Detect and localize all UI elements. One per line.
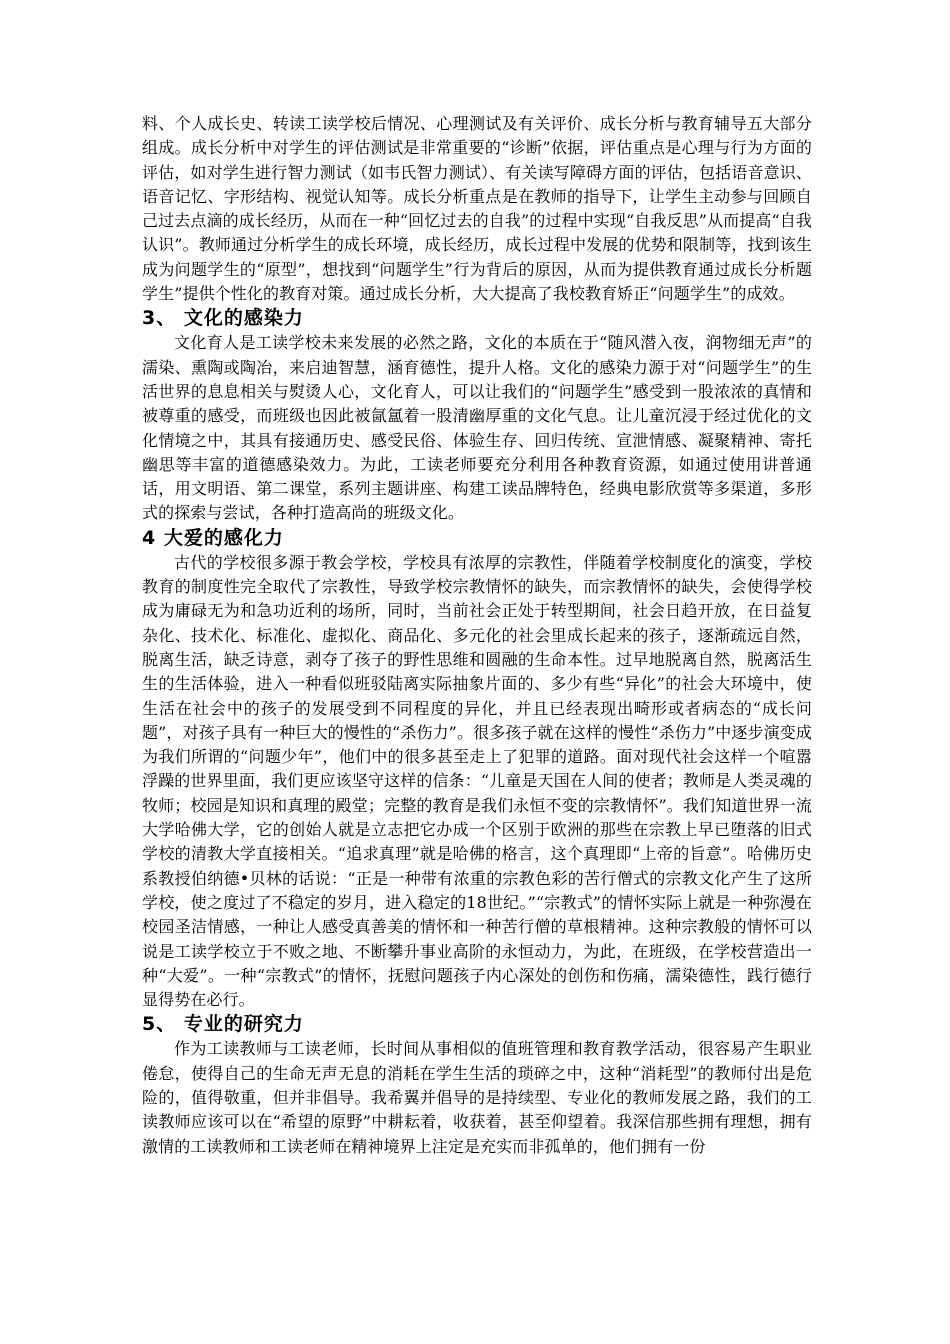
paragraph-section-5: 作为工读教师与工读老师，长时间从事相似的值班管理和教育教学活动，很容易产生职业倦怠，使得自己的生命无声无息的消耗在学生生活的琐碎之中，这种“消耗型”的教师付出是危险的，值得敬重，但并非倡导。我希翼并倡导的是持续型、专业化的教师发展之路，我们的工读教师应该可以在“希望的原野”中耕耘着，收获着，甚至仰望着。我深信那些拥有理想，拥有激情的工读教师和工读老师在精神境界上注定是充实而非孤单的，他们拥有一份 — [142, 1039, 812, 1156]
section-heading-5: 5、 专业的研究力 — [142, 1013, 304, 1036]
section-heading-4: 4 大爱的感化力 — [142, 526, 284, 549]
section-heading-3: 3、 文化的感染力 — [142, 307, 304, 330]
paragraph-section-3: 文化育人是工读学校未来发展的必然之路，文化的本质在于“随风潜入夜，润物细无声”的濡染、熏陶或陶冶，来启迪智慧，涵育德性，提升人格。文化的感染力源于对“问题学生”的生活世界的息息相关与熨烫人心，文化育人，可以让我们的“问题学生”感受到一股浓浓的真情和被尊重的感受，而班级也因此被氤氲着一股清幽厚重的文化气息。让儿童沉浸于经过优化的文化情境之中，其具有接通历史、感受民俗、体验生存、回归传统、宣泄情感、凝聚精神、寄托幽思等丰富的道德感染效力。为此，工读老师要充分利用各种教育资源，如通过使用讲普通话，用文明语、第二课堂，系列主题讲座、构建工读品牌特色，经典电影欣赏等多渠道，多形式的探索与尝试，各种打造高尚的班级文化。 — [142, 333, 812, 523]
paragraph-section-4: 古代的学校很多源于教会学校，学校具有浓厚的宗教性，伴随着学校制度化的演变，学校教育的制度性完全取代了宗教性，导致学校宗教情怀的缺失，而宗教情怀的缺失，会使得学校成为庸碌无为和急功近利的场所，同时，当前社会正处于转型期间，社会日趋开放，在日益复杂化、技术化、标准化、虚拟化、商品化、多元化的社会里成长起来的孩子，逐渐疏远自然，脱离生活，缺乏诗意，剥夺了孩子的野性思维和圆融的生命本性。过早地脱离自然，脱离活生生的生活体验，进入一种看似班驳陆离实际抽象片面的、多少有些“异化”的社会大环境中，使生活在社会中的孩子的发展受到不同程度的异化，并且已经表现出畸形或者病态的“成长问题”，对孩子具有一种巨大的慢性的“杀伤力”。很多孩子就在这样的慢性“杀伤力”中逐步演变成为我们所谓的“问题少年”，他们中的很多甚至走上了犯罪的道路。面对现代社会这样一个喧嚣浮躁的世界里面，我们更应该坚守这样的信条：“儿童是天国在人间的使者；教师是人类灵魂的牧师；校园是知识和真理的殿堂；完整的教育是我们永恒不变的宗教情怀”。我们知道世界一流大学哈佛大学，它的创始人就是立志把它办成一个区别于欧洲的那些在宗教上早已堕落的旧式学校的清教大学直接相关。“追求真理”就是哈佛的格言，这个真理即“上帝的旨意”。哈佛历史系教授伯纳德•贝林的话说：“正是一种带有浓重的宗教色彩的苦行僧式的宗教文化产生了这所学校，使之度过了不稳定的岁月，进入稳定的18世纪。”“宗教式”的情怀实际上就是一种弥漫在校园圣洁情感，一种让人感受真善美的情怀和一种苦行僧的草根精神。这种宗教般的情怀可以说是工读学校立于不败之地、不断攀升事业高阶的永恒动力，为此，在班级，在学校营造出一种“大爱”。一种“宗教式”的情怀，抚慰问题孩子内心深处的创伤和伤痛，濡染德性，践行德行显得势在必行。 — [142, 552, 812, 1010]
paragraph-intro: 料、个人成长史、转读工读学校后情况、心理测试及有关评价、成长分析与教育辅导五大部分组成。成长分析中对学生的评估测试是非常重要的“诊断”依据，评估重点是心理与行为方面的评估，如对学生进行智力测试（如韦氏智力测试）、有关读写障碍方面的评估，包括语音意识、语音记忆、字形结构、视觉认知等。成长分析重点是在教师的指导下，让学生主动参与回顾自己过去点滴的成长经历，从而在一种“回忆过去的自我”的过程中实现“自我反思”从而提高“自我认识”。教师通过分析学生的成长环境，成长经历，成长过程中发展的优势和限制等，找到该生成为问题学生的“原型”，想找到“问题学生”行为背后的原因，从而为提供教育通过成长分析题学生”提供个性化的教育对策。通过成长分析，大大提高了我校教育矫正“问题学生”的成效。 — [142, 114, 812, 304]
document-page — [142, 112, 812, 1159]
